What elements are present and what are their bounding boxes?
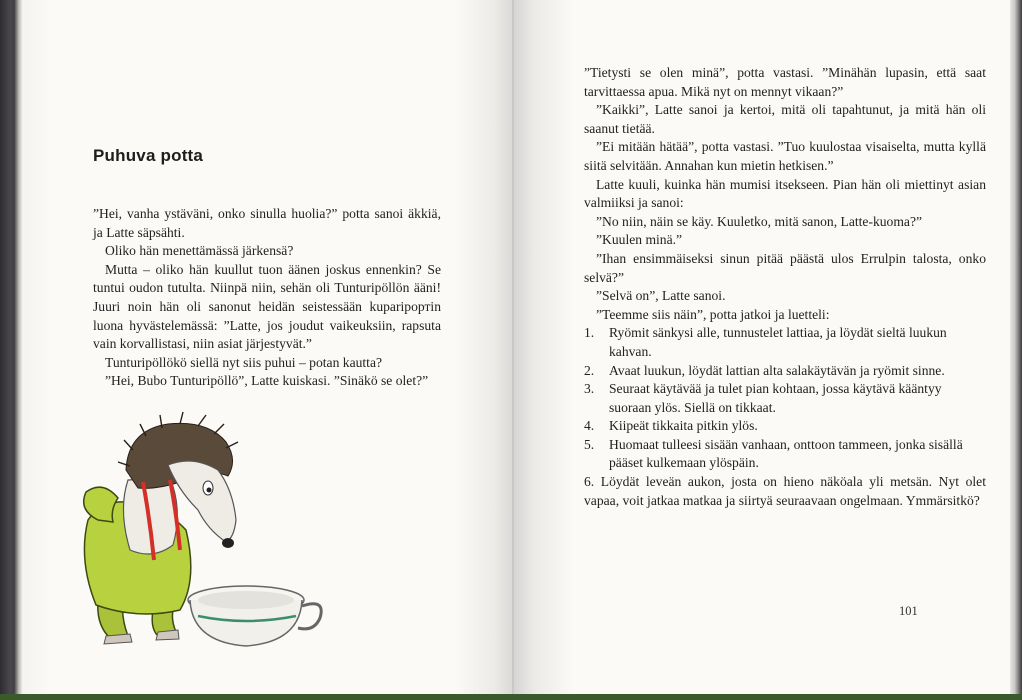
- list-item: 5. Huomaat tulleesi sisään vanhaan, onttoon tammeen, jonka sisällä pääset kulkemaan ylöspäin.: [584, 436, 963, 471]
- list-item: 1. Ryömit sänkysi alle, tunnustelet lattiaa, ja löydät sieltä luukun kahvan.: [584, 325, 947, 359]
- list-item: 3. Seuraat käytävää ja tulet pian kohtaan, jossa käytävä kääntyy suoraan ylös. Siellä on tikkaat.: [584, 381, 942, 415]
- paragraph: Oliko hän menettämässä järkensä?: [105, 243, 294, 259]
- paragraph: ”No niin, näin se käy. Kuuletko, mitä sanon, Latte-kuoma?”: [596, 213, 923, 229]
- hedgehog-potty-illustration: [58, 410, 328, 650]
- book-left-edge: [14, 0, 22, 700]
- paragraph: ”Ei mitään hätää”, potta vastasi. ”Tuo kuulostaa visaiselta, mutta kyllä siitä selvitään. Annahan kun mietin hetkisen.”: [584, 139, 986, 173]
- paragraph: ”Hei, vanha ystäväni, onko sinulla huolia?” potta sanoi äkkiä, ja Latte säpsähti.: [93, 206, 441, 240]
- paragraph: ”Ihan ensimmäiseksi sinun pitää päästä ulos Errulpin talosta, onko selvä?”: [584, 250, 986, 285]
- page-number: 101: [899, 604, 918, 618]
- paragraph: ”Kuulen minä.”: [596, 232, 683, 248]
- paragraph: Tunturipöllökö siellä nyt siis puhui – potan kautta?: [105, 354, 383, 370]
- chapter-title: Puhuva potta: [93, 146, 204, 165]
- paragraph: 6. Löydät leveän aukon, josta on hieno näköala yli metsän. Nyt olet vapaa, voit jatkaa matkaa ja siirtyä seuraavaan ongelmaan. Ymmärsitkö?: [584, 474, 986, 508]
- paragraph: ”Teemme siis näin”, potta jatkoi ja luetteli:: [596, 306, 830, 322]
- paragraph: Latte kuuli, kuinka hän mumisi itsekseen. Pian hän oli miettinyt asian valmiiksi ja sanoi:: [584, 176, 986, 211]
- paragraph: Mutta – oliko hän kuullut tuon äänen joskus ennenkin? Se tuntui oudon tutulta. Niinpä niin, sehän oli Tunturipöllön ääni! Juuri noin hän oli sanonut heidän seistessään kuparipортin luona hyvästelemässä: ”Latte, jos joudut vaikeuksiin, rapsuta vain korvallistasi, niin asiat järjestyvät.”: [93, 261, 441, 352]
- paragraph: ”Tietysti se olen minä”, potta vastasi. ”Minähän lupasin, että saat tarvittaessa apua. Mikä nyt on mennyt vikaan?”: [584, 65, 986, 99]
- right-page: [514, 0, 1010, 694]
- list-item: 2. Avaat luukun, löydät lattian alta salakäytävän ja ryömit sinne.: [584, 362, 945, 378]
- left-page-text: [93, 205, 441, 391]
- scan-bottom-strip: [0, 694, 1022, 700]
- paragraph: ”Selvä on”, Latte sanoi.: [596, 288, 726, 304]
- paragraph: ”Hei, Bubo Tunturipöllö”, Latte kuiskasi. ”Sinäkö se olet?”: [105, 373, 429, 389]
- list-item: 4. Kiipeät tikkaita pitkin ylös.: [584, 418, 758, 434]
- instruction-list: [584, 324, 986, 473]
- left-page: [22, 0, 514, 694]
- right-page-text: [584, 64, 986, 510]
- paragraph: ”Kaikki”, Latte sanoi ja kertoi, mitä oli tapahtunut, ja mitä hän oli saanut tietää.: [584, 102, 986, 136]
- book-right-edge: [1010, 0, 1022, 700]
